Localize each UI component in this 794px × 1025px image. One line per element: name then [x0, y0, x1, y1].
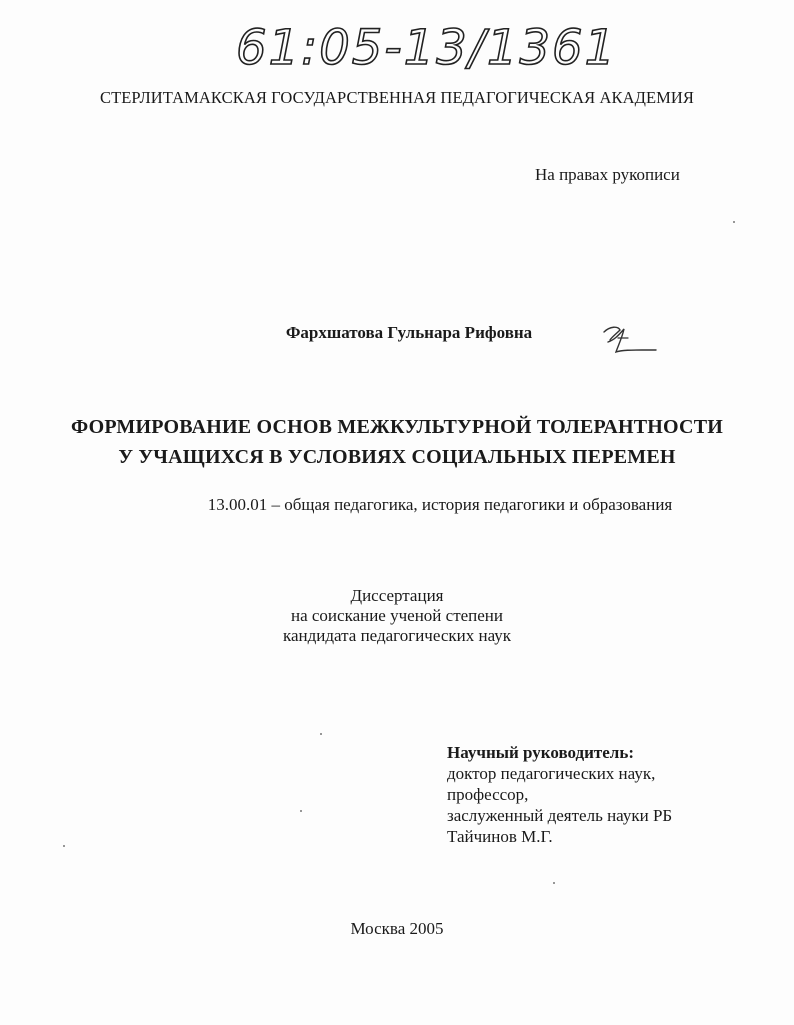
degree-line-1: Диссертация — [350, 586, 444, 605]
degree-line-2: на соискание ученой степени — [290, 606, 504, 625]
stamp-drawing — [232, 8, 618, 83]
supervisor-block — [447, 742, 672, 847]
institution-name: СТЕРЛИТАМАКСКАЯ ГОСУДАРСТВЕННАЯ ПЕДАГОГИЧЕСКАЯ АКАДЕМИЯ — [99, 88, 695, 107]
scan-speck — [320, 733, 322, 735]
supervisor-line-1: доктор педагогических наук, — [447, 764, 656, 783]
scan-speck — [733, 221, 735, 223]
supervisor-line-3: заслуженный деятель науки РБ — [447, 806, 673, 825]
supervisor-line-2: профессор, — [447, 785, 529, 804]
degree-line-3: кандидата педагогических наук — [282, 626, 512, 645]
author-name: Фархшатова Гульнара Рифовна — [285, 323, 533, 342]
title-line-2: У УЧАЩИХСЯ В УСЛОВИЯХ СОЦИАЛЬНЫХ ПЕРЕМЕН — [118, 446, 676, 468]
stamp-number: 61:05-13/1361 — [236, 20, 618, 76]
supervisor-name: Тайчинов М.Г. — [447, 827, 553, 846]
supervisor-heading: Научный руководитель: — [447, 743, 634, 762]
scan-speck — [553, 882, 555, 884]
degree-statement — [0, 586, 794, 646]
rights-note: На правах рукописи — [535, 165, 680, 184]
specialty-code: 13.00.01 – общая педагогика, история педагогики и образования — [207, 495, 673, 514]
dissertation-title — [0, 412, 794, 472]
scan-speck — [300, 810, 302, 812]
signature-icon — [598, 320, 660, 358]
handwritten-archive-number — [232, 8, 618, 83]
city-year: Москва 2005 — [350, 919, 444, 938]
title-line-1: ФОРМИРОВАНИЕ ОСНОВ МЕЖКУЛЬТУРНОЙ ТОЛЕРАНТНОСТИ — [70, 416, 723, 438]
scan-speck — [63, 845, 65, 847]
